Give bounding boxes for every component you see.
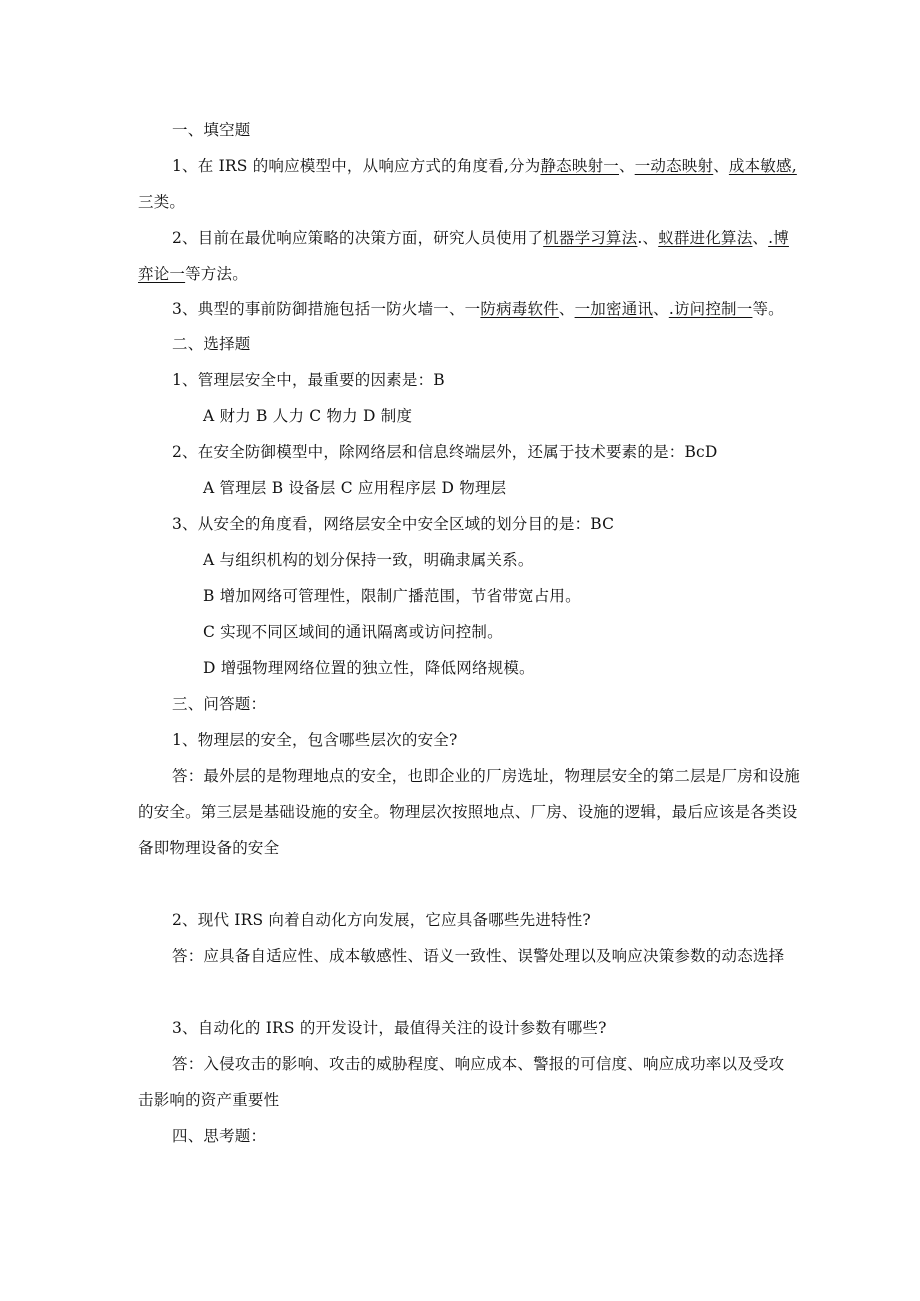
fill-q3-blank2: 一加密通讯 <box>574 300 654 318</box>
fill-q3-blank1: 防病毒软件 <box>480 300 559 318</box>
fill-q2-blank3a: .博 <box>768 229 789 247</box>
fill-q1-sep1: 、 <box>618 157 635 175</box>
fill-q3-sep1: 、 <box>558 300 575 318</box>
qa-q1-question: 1、物理层的安全，包含哪些层次的安全? <box>172 731 458 749</box>
fill-q1-line1 <box>172 156 797 176</box>
choice-q3-option-c: C 实现不同区域间的通讯隔离或访问控制。 <box>203 623 503 641</box>
fill-q3-prefix: 3、典型的事前防御措施包括一防火墙一、一 <box>172 300 481 318</box>
fill-q2-sep2: 、 <box>752 229 769 247</box>
qa-q1-answer-line2: 的安全。第三层是基础设施的安全。物理层次按照地点、厂房、设施的逻辑，最后应该是各类设 <box>138 803 798 821</box>
fill-q3-line <box>172 299 784 319</box>
fill-q2-blank2: 蚁群进化算法 <box>658 229 753 247</box>
section2-heading: 二、选择题 <box>172 335 251 353</box>
section3-heading: 三、问答题： <box>172 695 267 713</box>
choice-q2-question: 2、在安全防御模型中，除网络层和信息终端层外，还属于技术要素的是：BcD <box>172 443 718 461</box>
choice-q2-options: A 管理层 B 设备层 C 应用程序层 D 物理层 <box>203 479 507 497</box>
fill-q2-suffix: 等方法。 <box>185 265 248 283</box>
section1-heading: 一、填空题 <box>172 121 251 139</box>
qa-q1-answer-line3: 备即物理设备的安全 <box>138 839 280 857</box>
fill-q1-blank3: 成本敏感, <box>728 157 797 175</box>
choice-q1-question: 1、管理层安全中，最重要的因素是：B <box>172 371 445 389</box>
fill-q1-blank2: 一动态映射 <box>634 157 714 175</box>
fill-q1-prefix: 1、在 IRS 的响应模型中，从响应方式的角度看,分为 <box>172 157 541 175</box>
fill-q2-blank3b: 弈论一 <box>138 265 186 283</box>
fill-q3-suffix: 等。 <box>752 300 784 318</box>
choice-q3-option-d: D 增强物理网络位置的独立性，降低网络规模。 <box>203 659 535 677</box>
choice-q3-option-a: A 与组织机构的划分保持一致，明确隶属关系。 <box>203 551 534 569</box>
fill-q2-blank1: 机器学习算法 <box>543 229 638 247</box>
qa-q3-question: 3、自动化的 IRS 的开发设计，最值得关注的设计参数有哪些? <box>172 1019 607 1037</box>
fill-q1-line2: 三类。 <box>138 193 186 211</box>
choice-q3-option-b: B 增加网络可管理性，限制广播范围，节省带宽占用。 <box>203 587 581 605</box>
section4-heading: 四、思考题： <box>172 1127 267 1145</box>
fill-q1-sep2: 、 <box>713 157 729 175</box>
fill-q2-prefix: 2、目前在最优响应策略的决策方面，研究人员使用了 <box>172 229 544 247</box>
qa-q1-answer-line1: 答：最外层的是物理地点的安全，也即企业的厂房选址，物理层安全的第二层是厂房和设施 <box>172 767 801 785</box>
choice-q3-question: 3、从安全的角度看，网络层安全中安全区域的划分目的是：BC <box>172 515 615 533</box>
fill-q1-blank1: 静态映射一 <box>540 157 619 175</box>
qa-q2-question: 2、现代 IRS 向着自动化方向发展，它应具备哪些先进特性? <box>172 911 591 929</box>
fill-q2-line1 <box>172 228 789 248</box>
choice-q1-options: A 财力 B 人力 C 物力 D 制度 <box>203 407 413 425</box>
fill-q3-sep2: 、 <box>653 300 669 318</box>
fill-q3-blank3: .访问控制一 <box>668 300 753 318</box>
fill-q2-line2 <box>138 264 248 284</box>
qa-q2-answer-line1: 答：应具备自适应性、成本敏感性、语义一致性、误警处理以及响应决策参数的动态选择 <box>172 947 785 965</box>
qa-q3-answer-line2: 击影响的资产重要性 <box>138 1091 280 1109</box>
fill-q2-sep1: .、 <box>637 229 659 247</box>
qa-q3-answer-line1: 答：入侵攻击的影响、攻击的威胁程度、响应成本、警报的可信度、响应成功率以及受攻 <box>172 1055 785 1073</box>
